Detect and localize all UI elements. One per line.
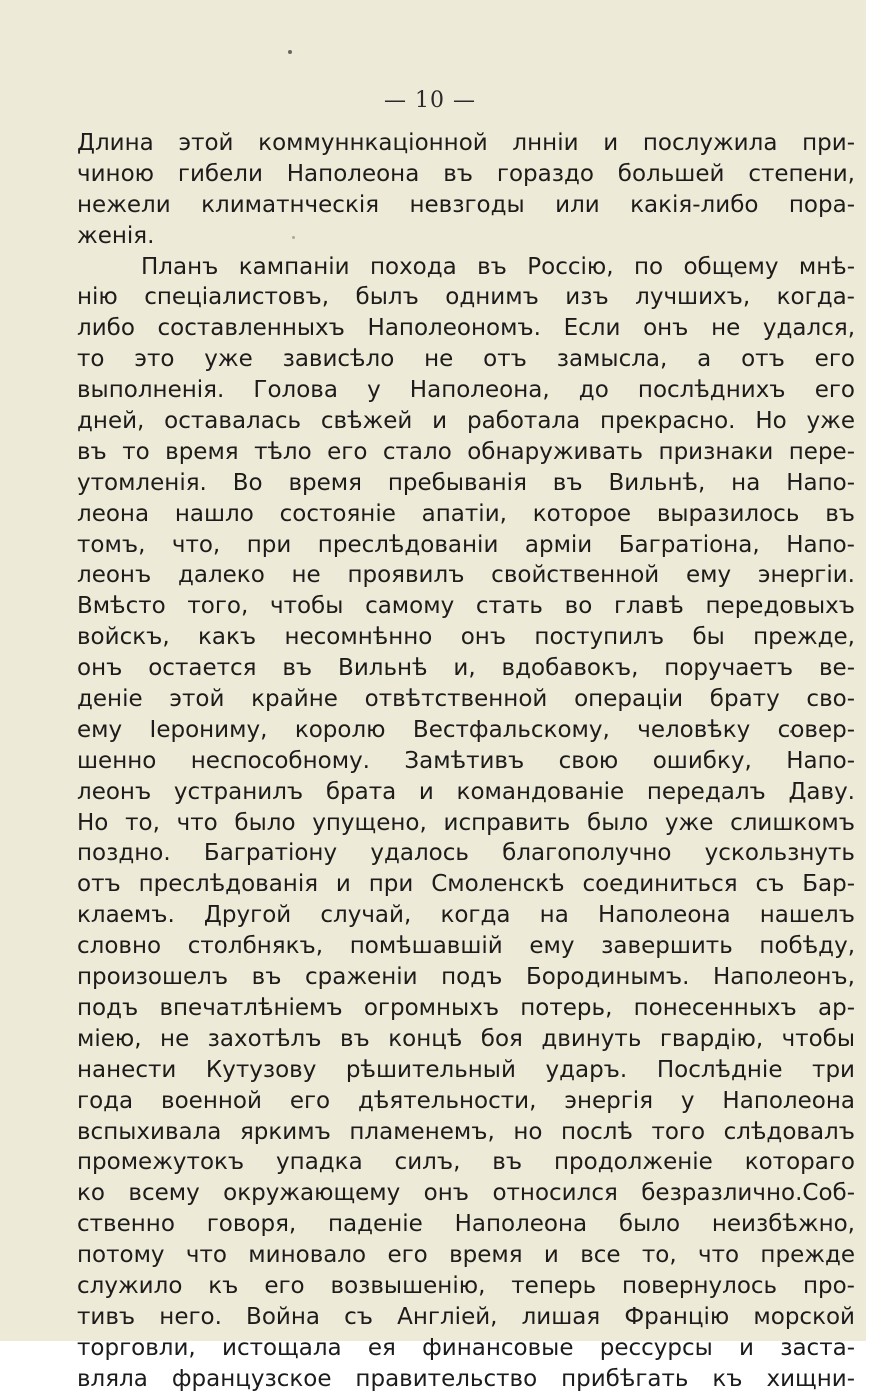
text-line: выполненія. Голова у Наполеона, до послѣднихъ его: [77, 377, 855, 404]
text-line: Длина этой коммуннкаціонной лнніи и послужила при-: [77, 130, 855, 156]
text-line: служило къ его возвышенію, теперь повернулось про-: [77, 1272, 855, 1299]
text-line: словно столбнякъ, помѣшавшій ему завершить побѣду,: [77, 933, 855, 960]
text-line: вспыхивала яркимъ пламенемъ, но послѣ того слѣдовалъ: [77, 1118, 855, 1145]
text-line: вляла французское правительство прибѣгать къ хищни-: [77, 1365, 855, 1392]
text-line: нанести Кутузову рѣшительный ударъ. Послѣдніе три: [77, 1056, 855, 1083]
text-line: онъ остается въ Вильнѣ и, вдобавокъ, поручаетъ ве-: [77, 655, 855, 682]
text-line: томъ, что, при преслѣдованіи арміи Багратіона, Напо-: [77, 531, 855, 558]
text-line: нію спеціалистовъ, былъ однимъ изъ лучшихъ, когда-: [77, 284, 855, 311]
body-text: [77, 128, 855, 1395]
text-line: потому что миновало его время и все то, что прежде: [77, 1242, 855, 1269]
text-line: деніе этой крайне отвѣтственной операціи брату сво-: [77, 686, 855, 713]
page-number: — 10 —: [384, 88, 476, 113]
text-line: либо составленныхъ Наполеономъ. Если онъ не удался,: [77, 315, 855, 342]
text-line: Вмѣсто того, чтобы самому стать во главѣ передовыхъ: [77, 593, 855, 620]
text-line: утомленія. Во время пребыванія въ Вильнѣ, на Напо-: [77, 469, 855, 496]
text-line: тивъ него. Война съ Англіей, лишая Францію морской: [77, 1303, 855, 1330]
text-line: ему Іерониму, королю Вестфальскому, человѣку совер-: [77, 716, 855, 743]
text-line: подъ впечатлѣніемъ огромныхъ потерь, понесенныхъ ар-: [77, 994, 855, 1021]
text-line: Но то, что было упущено, исправить было уже слишкомъ: [77, 809, 855, 836]
text-line: то это уже зависѣло не отъ замысла, а отъ его: [77, 346, 855, 373]
paper-speck: [288, 50, 292, 54]
text-line: торговли, истощала ея финансовые рессурсы и заста-: [77, 1334, 855, 1361]
text-line: ко всему окружающему онъ относился безразлично.Соб-: [77, 1180, 855, 1207]
text-line: въ то время тѣло его стало обнаруживать признаки пере-: [77, 438, 855, 465]
text-line: дней, оставалась свѣжей и работала прекрасно. Но уже: [77, 408, 855, 435]
text-line: леонъ далеко не проявилъ свойственной ему энергіи.: [77, 562, 855, 589]
text-line: нежели климатнческія невзгоды или какія-либо пора-: [77, 191, 855, 218]
text-line: клаемъ. Другой случай, когда на Наполеона нашелъ: [77, 902, 855, 929]
text-line: женія.: [77, 222, 155, 249]
text-line: поздно. Багратіону удалось благополучно ускользнуть: [77, 840, 855, 867]
text-line: года военной его дѣятельности, энергія у Наполеона: [77, 1087, 855, 1114]
text-line: войскъ, какъ несомнѣнно онъ поступилъ бы прежде,: [77, 624, 855, 651]
text-line: чиною гибели Наполеона въ гораздо большей степени,: [77, 160, 855, 187]
text-line: міею, не захотѣлъ въ концѣ боя двинуть гвардію, чтобы: [77, 1025, 855, 1052]
text-line: Планъ кампаніи похода въ Россію, по общему мнѣ-: [141, 253, 855, 280]
text-line: леонъ устранилъ брата и командованіе передалъ Даву.: [77, 778, 855, 805]
text-line: шенно неспособному. Замѣтивъ свою ошибку, Напо-: [77, 747, 855, 774]
text-line: отъ преслѣдованія и при Смоленскѣ соединиться съ Бар-: [77, 871, 855, 898]
text-line: ственно говоря, паденіе Наполеона было неизбѣжно,: [77, 1211, 855, 1238]
text-line: леона нашло состояніе апатіи, которое выразилось въ: [77, 500, 855, 527]
text-line: промежутокъ упадка силъ, въ продолженіе котораго: [77, 1149, 855, 1176]
text-line: произошелъ въ сраженіи подъ Бородинымъ. Наполеонъ,: [77, 964, 855, 991]
